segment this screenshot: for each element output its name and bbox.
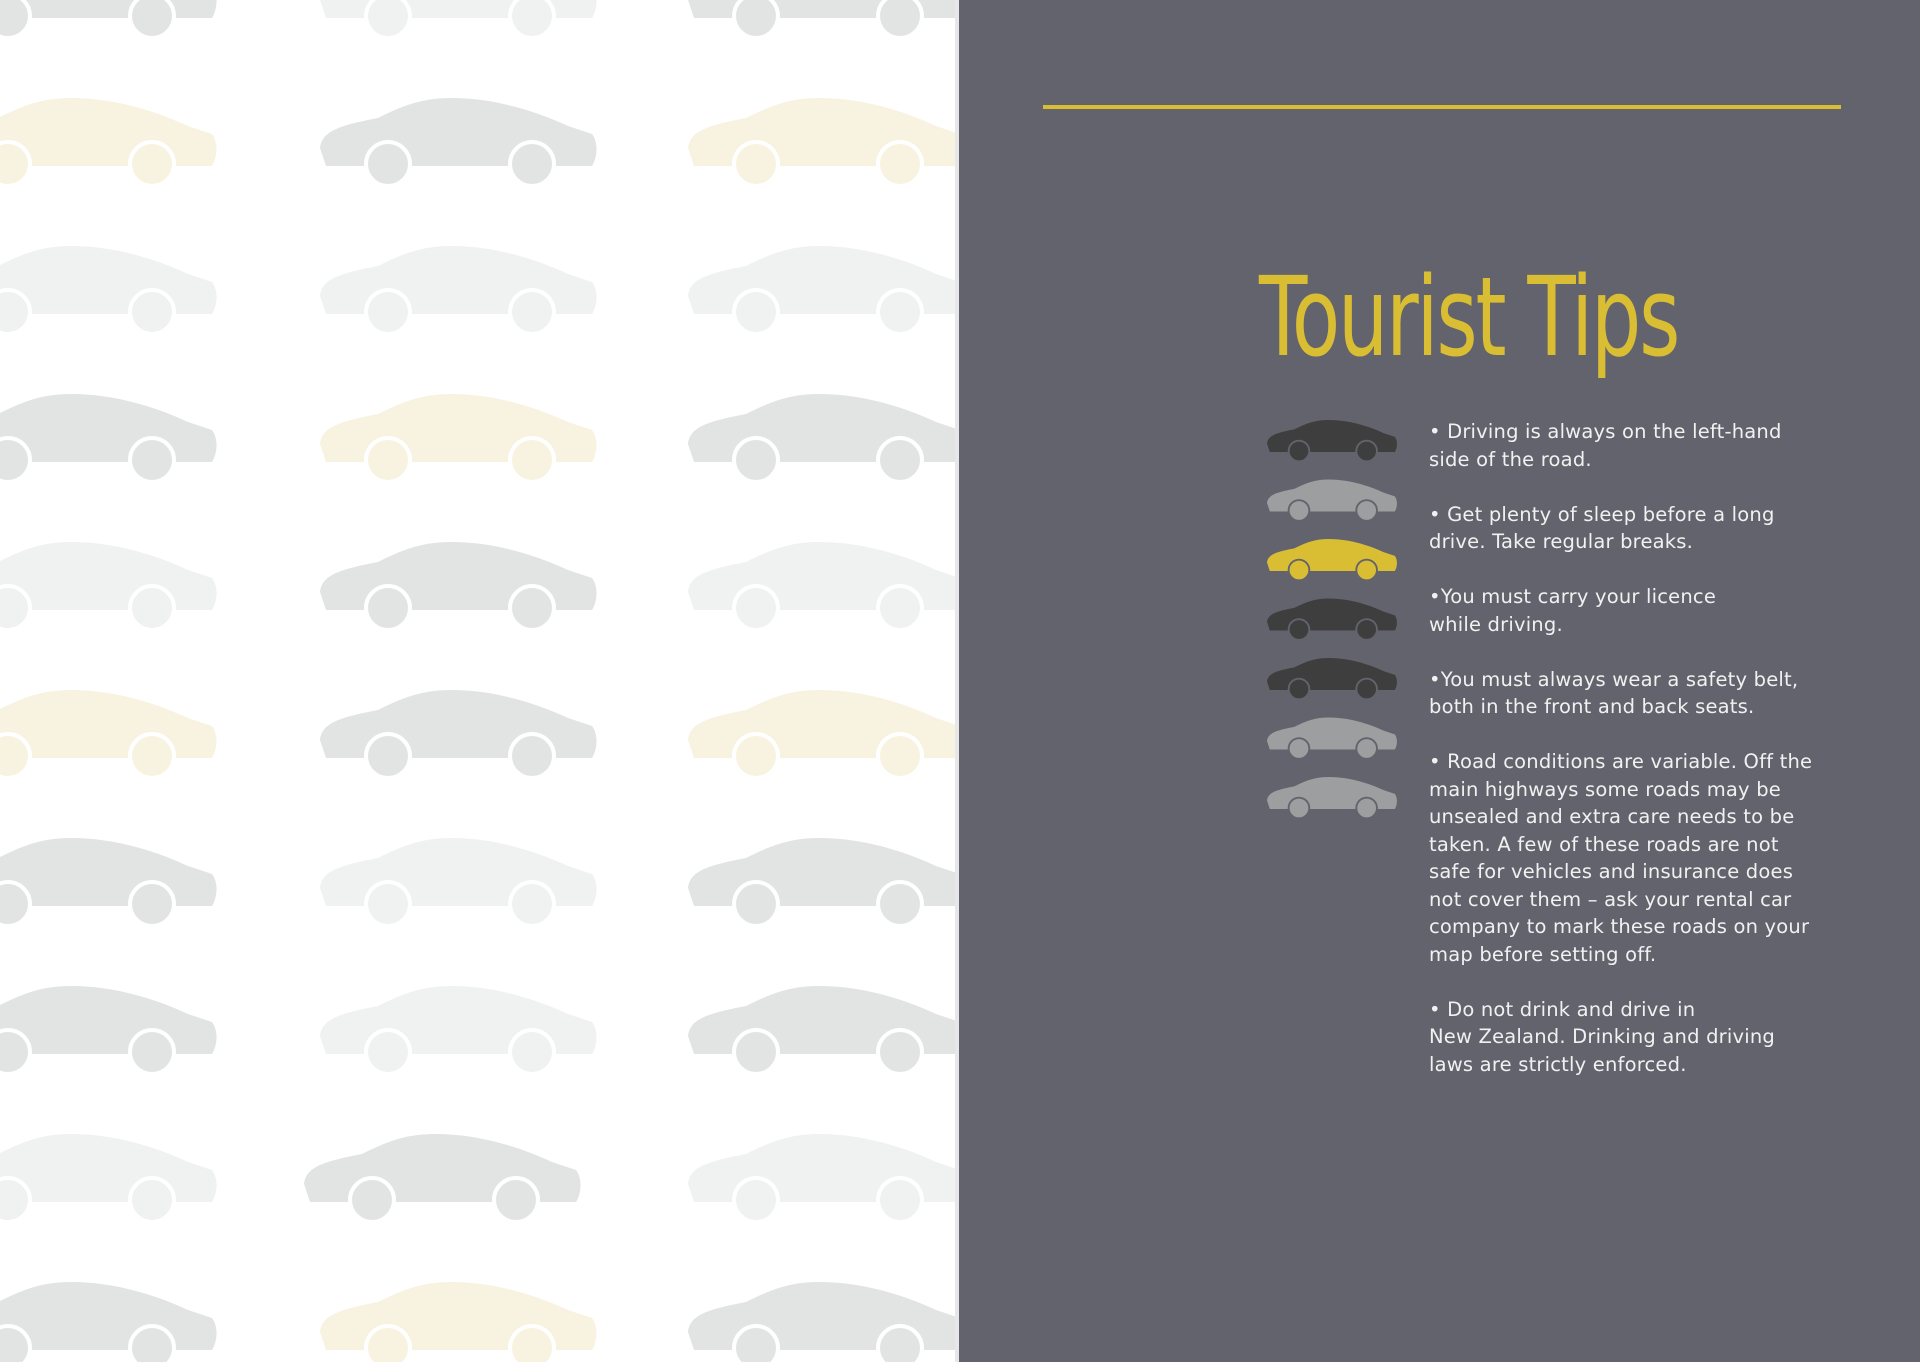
car-icon	[320, 98, 597, 186]
accent-rule	[1043, 105, 1841, 109]
car-icon	[0, 98, 217, 186]
car-dark-icon	[1267, 658, 1397, 699]
car-icon	[0, 394, 217, 482]
car-icon	[688, 838, 955, 926]
car-icon	[688, 1282, 955, 1362]
car-icon	[0, 246, 217, 334]
car-icon	[0, 0, 217, 38]
tip-item: • Driving is always on the left-hand side of the road.	[1429, 420, 1782, 471]
car-icon	[320, 246, 597, 334]
car-pattern-illustration	[0, 0, 955, 1362]
car-grey-icon	[1267, 718, 1397, 759]
car-icon	[320, 690, 597, 778]
car-icon	[0, 1282, 217, 1362]
tip-item: •You must always wear a safety belt, both in the front and back seats.	[1429, 667, 1799, 718]
car-yellow-icon	[1267, 539, 1397, 580]
car-icon	[0, 986, 217, 1074]
tip-item: • Road conditions are variable. Off the main highways some roads may be unsealed and extra care needs to be taken. A few of these roads are not safe for vehicles and insurance does not cover them – ask your rental car company to mark these roads on your map before setting off.	[1429, 750, 1813, 966]
car-icon	[688, 1134, 955, 1222]
car-pattern-panel	[0, 0, 955, 1362]
car-icon	[688, 394, 955, 482]
tip-item: •You must carry your licence while driving.	[1429, 585, 1717, 636]
car-grey-icon	[1267, 480, 1397, 521]
tips-list	[1429, 418, 1829, 1106]
car-icon	[688, 98, 955, 186]
tips-panel	[959, 0, 1920, 1362]
car-grey-icon	[1267, 777, 1397, 818]
car-icon	[688, 0, 955, 38]
car-icon	[320, 838, 597, 926]
tip-item: • Do not drink and drive in New Zealand. Drinking and driving laws are strictly enforced.	[1429, 997, 1775, 1076]
car-icon	[0, 1134, 217, 1222]
tip-item: • Get plenty of sleep before a long drive. Take regular breaks.	[1429, 502, 1775, 553]
car-icon	[0, 690, 217, 778]
car-icon	[304, 1134, 581, 1222]
car-icon	[320, 0, 597, 38]
car-icon	[320, 1282, 597, 1362]
car-icon	[688, 246, 955, 334]
car-icon	[688, 986, 955, 1074]
car-dark-icon	[1267, 420, 1397, 461]
car-stack-illustration	[1265, 418, 1405, 838]
car-icon	[320, 542, 597, 630]
car-icon	[320, 394, 597, 482]
car-icon	[320, 986, 597, 1074]
car-icon	[0, 542, 217, 630]
car-icon	[688, 690, 955, 778]
car-icon	[0, 838, 217, 926]
car-dark-icon	[1267, 599, 1397, 640]
page-title: Tourist Tips	[1259, 253, 1679, 381]
car-icon	[688, 542, 955, 630]
